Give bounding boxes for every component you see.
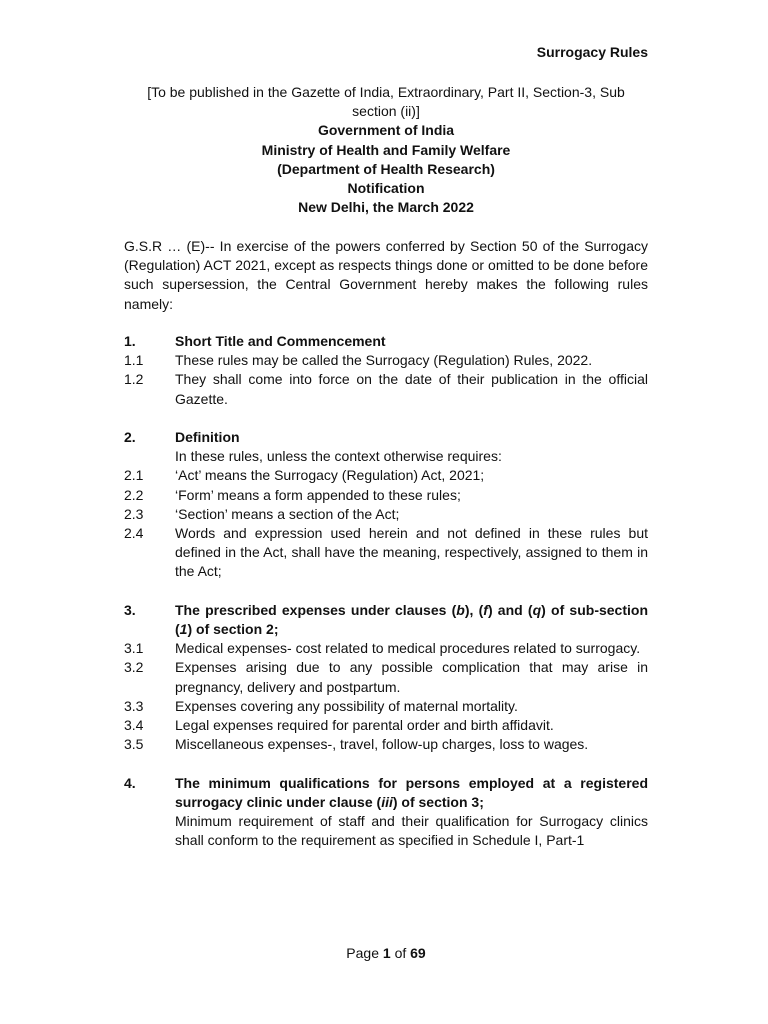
clause-number: 2.3 <box>124 505 144 522</box>
page-current: 1 <box>382 945 391 961</box>
section-number: 1. <box>124 333 136 349</box>
clause-row <box>124 716 648 735</box>
clause-row <box>124 466 648 485</box>
section-4-heading <box>124 774 648 812</box>
section-number: 4. <box>124 774 136 791</box>
govt-heading: Government of India <box>317 122 455 139</box>
gazette-line-1: [To be published in the Gazette of India, Extraordinary, Part II, Section-3, Sub <box>147 84 625 100</box>
section-title: Short Title and Commencement <box>175 333 386 349</box>
clause-row <box>124 486 648 505</box>
section-title: The minimum qualifications for persons employed at a registered surrogacy clinic under clause (iii) of section 3; <box>175 774 648 810</box>
title-block <box>124 83 648 217</box>
clause-text: ‘Form’ means a form appended to these rules; <box>175 486 461 503</box>
clause-number: 2.2 <box>124 486 144 503</box>
section-2-heading <box>124 428 648 447</box>
clause-row <box>124 524 648 582</box>
clause-number: 3.5 <box>124 736 144 753</box>
clause-text: Expenses arising due to any possible complication that may arise in pregnancy, delivery and postpartum. <box>175 659 648 695</box>
section-number: 2. <box>124 429 136 445</box>
running-header: Surrogacy Rules <box>536 44 648 60</box>
clause-row <box>124 505 648 524</box>
clause-text: They shall come into force on the date of their publication in the official Gazette. <box>175 371 648 407</box>
clause-row <box>124 658 648 696</box>
clause-text: Miscellaneous expenses-, travel, follow-up charges, loss to wages. <box>175 736 589 753</box>
place-date: New Delhi, the March 2022 <box>298 199 474 216</box>
clause-row <box>124 697 648 716</box>
notification-heading: Notification <box>347 180 425 197</box>
clause-row <box>124 370 648 408</box>
section-3-heading <box>124 601 648 639</box>
section-1-heading <box>124 332 648 351</box>
ministry-heading: Ministry of Health and Family Welfare <box>261 141 511 158</box>
clause-number: 1.1 <box>124 352 144 369</box>
clause-number: 3.2 <box>124 659 144 676</box>
clause-row <box>124 351 648 370</box>
clause-row <box>124 639 648 658</box>
section-intro: In these rules, unless the context otherwise requires: <box>175 448 502 465</box>
page-footer <box>124 945 648 961</box>
page-total: 69 <box>410 945 426 961</box>
section-body: Minimum requirement of staff and their qualification for Surrogacy clinics shall conform to the requirement as specified in Schedule I, Part-1 <box>175 813 648 849</box>
section-body-row <box>124 812 648 850</box>
clause-text: ‘Section’ means a section of the Act; <box>175 505 400 522</box>
clause-text: Legal expenses required for parental order and birth affidavit. <box>175 717 554 734</box>
preamble-paragraph: G.S.R … (E)-- In exercise of the powers conferred by Section 50 of the Surrogacy (Regulation) ACT 2021, except as respects things done or omitted to be done before such supersession, the Central Government hereby makes the following rules namely: <box>124 238 648 312</box>
clause-number: 3.3 <box>124 697 144 714</box>
clause-row <box>124 735 648 754</box>
clause-text: Medical expenses- cost related to medical procedures related to surrogacy. <box>175 640 641 657</box>
clause-number: 3.4 <box>124 717 144 734</box>
department-heading: (Department of Health Research) <box>277 160 495 177</box>
clause-number: 3.1 <box>124 640 144 657</box>
page-label: Page <box>346 945 379 961</box>
clause-text: Expenses covering any possibility of maternal mortality. <box>175 697 518 714</box>
clause-text: These rules may be called the Surrogacy (Regulation) Rules, 2022. <box>175 352 593 369</box>
clause-text: Words and expression used herein and not defined in these rules but defined in the Act, shall have the meaning, respectively, assigned to them in the Act; <box>175 525 648 580</box>
section-title: The prescribed expenses under clauses (b), (f) and (q) of sub-section (1) of section 2; <box>175 601 648 638</box>
rules-body <box>124 332 648 850</box>
clause-number: 1.2 <box>124 371 144 388</box>
section-title: Definition <box>175 429 240 445</box>
section-intro-row <box>124 447 648 466</box>
clause-number: 2.1 <box>124 467 144 484</box>
clause-text: ‘Act’ means the Surrogacy (Regulation) Act, 2021; <box>175 467 485 484</box>
clause-number: 2.4 <box>124 525 144 542</box>
document-page <box>124 0 648 1024</box>
section-number: 3. <box>124 601 136 618</box>
page-of-label: of <box>394 945 407 961</box>
gazette-line-2: section (ii)] <box>352 103 420 120</box>
